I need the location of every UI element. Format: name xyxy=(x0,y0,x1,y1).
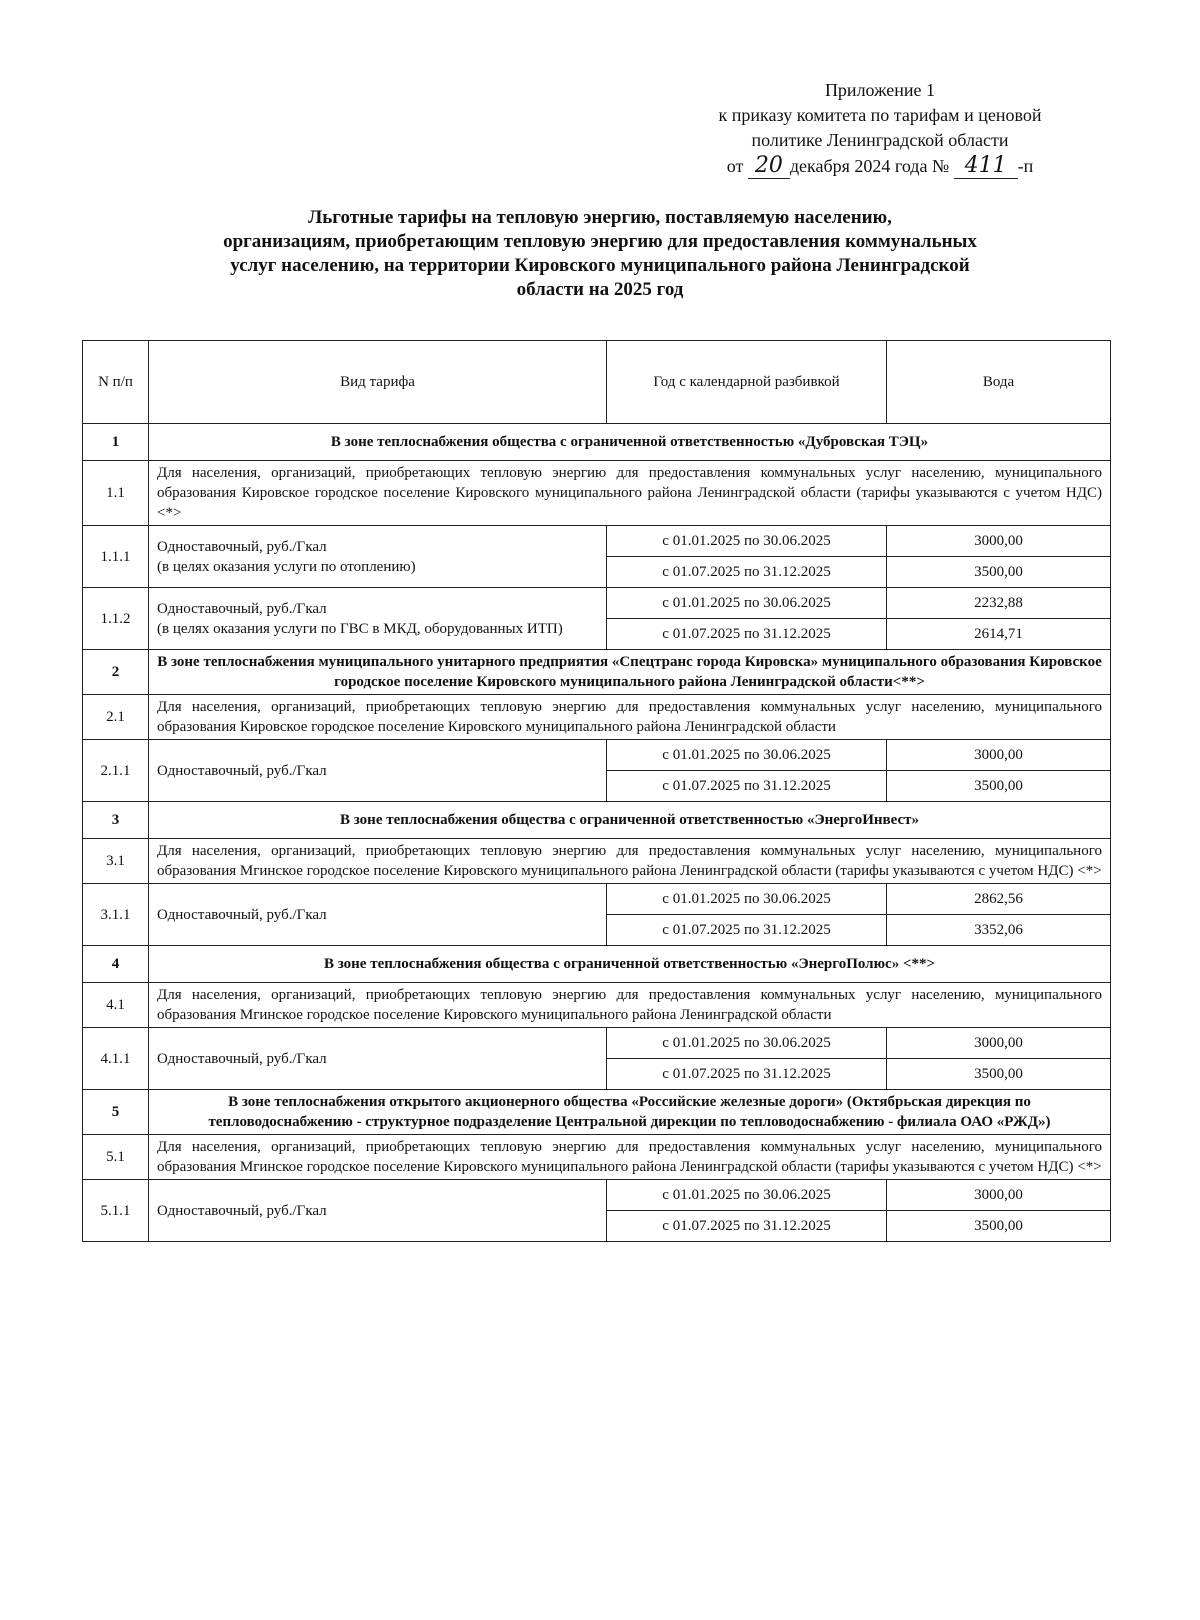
section-row xyxy=(83,946,1111,983)
tariff-row xyxy=(83,526,1111,557)
tariff-type: Одноставочный, руб./Гкал xyxy=(149,740,607,802)
title-line-3: услуг населению, на территории Кировского муниципального района Ленинградской xyxy=(230,255,970,276)
period-cell: с 01.01.2025 по 30.06.2025 xyxy=(607,740,887,771)
value-cell: 3352,06 xyxy=(887,915,1111,946)
date-middle: декабря 2024 года № xyxy=(789,156,950,176)
value-cell: 2614,71 xyxy=(887,619,1111,650)
section-number: 1 xyxy=(83,424,149,461)
subsection-number: 3.1 xyxy=(83,839,149,884)
tariff-table xyxy=(82,340,1111,1242)
tariff-type: Одноставочный, руб./Гкал xyxy=(149,1028,607,1090)
item-number: 3.1.1 xyxy=(83,884,149,946)
subsection-number: 1.1 xyxy=(83,461,149,526)
period-cell: с 01.01.2025 по 30.06.2025 xyxy=(607,526,887,557)
section-row xyxy=(83,802,1111,839)
subsection-description: Для населения, организаций, приобретающих тепловую энергию для предоставления коммунальных услуг населению, муниципального образования Мгинское городское поселение Кировского муниципального района Ленинградской области xyxy=(149,983,1111,1028)
subsection-row xyxy=(83,695,1111,740)
subsection-description: Для населения, организаций, приобретающих тепловую энергию для предоставления коммунальных услуг населению, муниципального образования Мгинское городское поселение Кировского муниципального района Ленинградской области (тарифы указываются с учетом НДС) <*> xyxy=(149,1135,1111,1180)
subsection-description: Для населения, организаций, приобретающих тепловую энергию для предоставления коммунальных услуг населению, муниципального образования Кировское городское поселение Кировского муниципального района Ленинградской области xyxy=(149,695,1111,740)
period-cell: с 01.01.2025 по 30.06.2025 xyxy=(607,884,887,915)
period-cell: с 01.07.2025 по 31.12.2025 xyxy=(607,771,887,802)
header-period: Год с календарной разбивкой xyxy=(607,341,887,424)
section-row xyxy=(83,650,1111,695)
handwritten-order-number: 411 xyxy=(954,153,1018,179)
section-title: В зоне теплоснабжения муниципального унитарного предприятия «Спецтранс города Кировска» муниципального образования Кировское городское поселение Кировского муниципального района Ленинградской области<**> xyxy=(149,650,1111,695)
period-cell: с 01.07.2025 по 31.12.2025 xyxy=(607,1059,887,1090)
section-number: 4 xyxy=(83,946,149,983)
tariff-row xyxy=(83,1028,1111,1059)
subsection-description: Для населения, организаций, приобретающих тепловую энергию для предоставления коммунальных услуг населению, муниципального образования Кировское городское поселение Кировского муниципального района Ленинградской области (тарифы указываются с учетом НДС) <*> xyxy=(149,461,1111,526)
period-cell: с 01.01.2025 по 30.06.2025 xyxy=(607,588,887,619)
section-number: 2 xyxy=(83,650,149,695)
value-cell: 3500,00 xyxy=(887,557,1111,588)
tariff-row xyxy=(83,884,1111,915)
period-cell: с 01.07.2025 по 31.12.2025 xyxy=(607,915,887,946)
tariff-row xyxy=(83,588,1111,619)
section-number: 5 xyxy=(83,1090,149,1135)
appendix-line-3: политике Ленинградской области xyxy=(751,130,1009,150)
section-row xyxy=(83,1090,1111,1135)
header-num: N п/п xyxy=(83,341,149,424)
value-cell: 3500,00 xyxy=(887,1059,1111,1090)
tariff-type: Одноставочный, руб./Гкал (в целях оказания услуги по отоплению) xyxy=(149,526,607,588)
value-cell: 3000,00 xyxy=(887,1180,1111,1211)
tariff-type: Одноставочный, руб./Гкал xyxy=(149,1180,607,1242)
subsection-row xyxy=(83,461,1111,526)
period-cell: с 01.01.2025 по 30.06.2025 xyxy=(607,1180,887,1211)
period-cell: с 01.07.2025 по 31.12.2025 xyxy=(607,1211,887,1242)
item-number: 1.1.1 xyxy=(83,526,149,588)
tariff-row xyxy=(83,1180,1111,1211)
subsection-row xyxy=(83,1135,1111,1180)
section-title: В зоне теплоснабжения общества с ограниченной ответственностью «ЭнергоПолюс» <**> xyxy=(149,946,1111,983)
appendix-header xyxy=(650,78,1110,179)
tariff-type: Одноставочный, руб./Гкал xyxy=(149,884,607,946)
period-cell: с 01.07.2025 по 31.12.2025 xyxy=(607,619,887,650)
appendix-date-line xyxy=(650,153,1110,179)
handwritten-day: 20 xyxy=(748,153,790,179)
value-cell: 3500,00 xyxy=(887,771,1111,802)
appendix-line-1: Приложение 1 xyxy=(824,80,936,100)
period-cell: с 01.01.2025 по 30.06.2025 xyxy=(607,1028,887,1059)
date-prefix: от xyxy=(726,156,744,176)
subsection-number: 4.1 xyxy=(83,983,149,1028)
value-cell: 3000,00 xyxy=(887,1028,1111,1059)
table-body xyxy=(83,424,1111,1242)
appendix-line-2: к приказу комитета по тарифам и ценовой xyxy=(718,105,1042,125)
title-line-1: Льготные тарифы на тепловую энергию, поставляемую населению, xyxy=(308,207,892,228)
item-number: 5.1.1 xyxy=(83,1180,149,1242)
header-water: Вода xyxy=(887,341,1111,424)
header-tariff-type: Вид тарифа xyxy=(149,341,607,424)
subsection-description: Для населения, организаций, приобретающих тепловую энергию для предоставления коммунальных услуг населению, муниципального образования Мгинское городское поселение Кировского муниципального района Ленинградской области (тарифы указываются с учетом НДС) <*> xyxy=(149,839,1111,884)
section-row xyxy=(83,424,1111,461)
item-number: 1.1.2 xyxy=(83,588,149,650)
tariff-row xyxy=(83,740,1111,771)
value-cell: 3500,00 xyxy=(887,1211,1111,1242)
subsection-row xyxy=(83,839,1111,884)
subsection-number: 5.1 xyxy=(83,1135,149,1180)
title-line-4: области на 2025 год xyxy=(516,279,684,300)
value-cell: 3000,00 xyxy=(887,526,1111,557)
subsection-row xyxy=(83,983,1111,1028)
item-number: 4.1.1 xyxy=(83,1028,149,1090)
section-title: В зоне теплоснабжения общества с ограниченной ответственностью «ЭнергоИнвест» xyxy=(149,802,1111,839)
value-cell: 2232,88 xyxy=(887,588,1111,619)
value-cell: 2862,56 xyxy=(887,884,1111,915)
value-cell: 3000,00 xyxy=(887,740,1111,771)
date-suffix: -п xyxy=(1017,156,1034,176)
section-title: В зоне теплоснабжения открытого акционерного общества «Российские железные дороги» (Октябрьская дирекция по тепловодоснабжению - структурное подразделение Центральной дирекции по тепловодоснабжению - филиала ОАО «РЖД») xyxy=(149,1090,1111,1135)
period-cell: с 01.07.2025 по 31.12.2025 xyxy=(607,557,887,588)
item-number: 2.1.1 xyxy=(83,740,149,802)
title-line-2: организациям, приобретающим тепловую энергию для предоставления коммунальных xyxy=(223,231,977,252)
subsection-number: 2.1 xyxy=(83,695,149,740)
section-title: В зоне теплоснабжения общества с ограниченной ответственностью «Дубровская ТЭЦ» xyxy=(149,424,1111,461)
table-header-row xyxy=(83,341,1111,424)
tariff-type: Одноставочный, руб./Гкал (в целях оказания услуги по ГВС в МКД, оборудованных ИТП) xyxy=(149,588,607,650)
document-title xyxy=(100,206,1100,302)
section-number: 3 xyxy=(83,802,149,839)
